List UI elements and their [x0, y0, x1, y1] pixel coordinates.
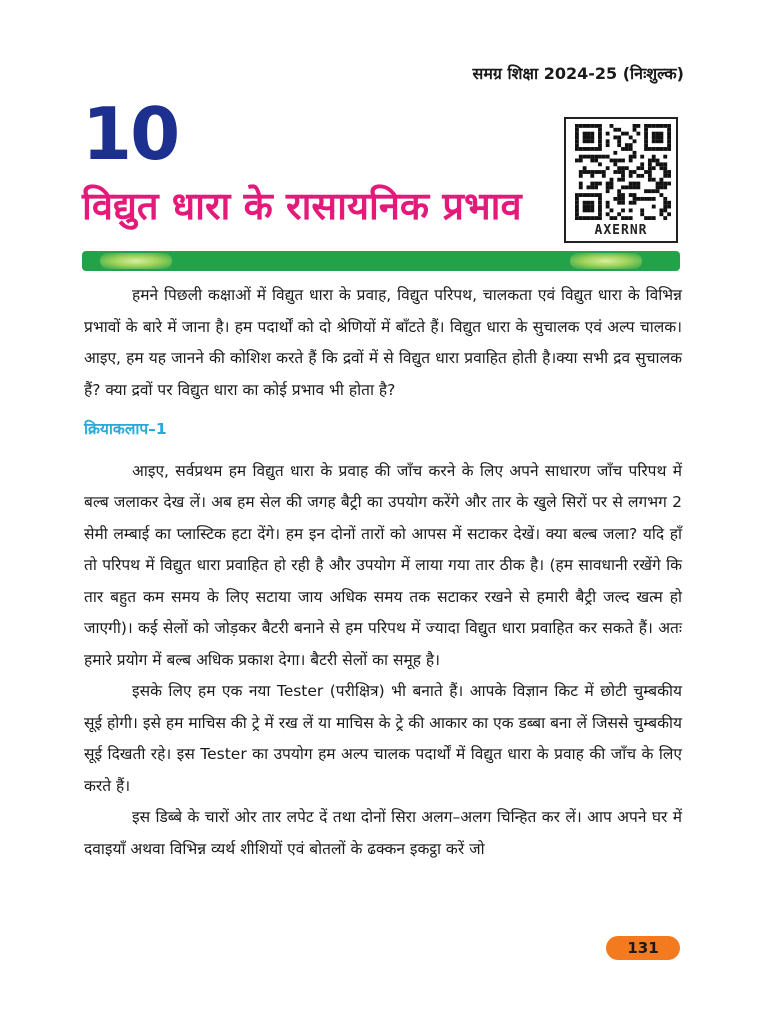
bar-highlight-left: [100, 253, 172, 269]
chapter-body: [84, 280, 682, 865]
intro-paragraph: हमने पिछली कक्षाओं में विद्युत धारा के प्रवाह, विद्युत परिपथ, चालकता एवं विद्युत धारा के विभिन्न प्रभावों के बारे में जाना है। हम पदार्थों को दो श्रेणियों में बाँटते हैं। विद्युत धारा के सुचालक एवं अल्प चालक। आइए, हम यह जानने की कोशिश करते हैं कि द्रवों में से विद्युत धारा प्रवाहित होती है।क्या सभी द्रव सुचालक हैं? क्या द्रवों पर विद्युत धारा का कोई प्रभाव भी होता है?: [84, 286, 682, 399]
chapter-title: विद्युत धारा के रासायनिक प्रभाव: [82, 184, 522, 228]
paragraph-1: आइए, सर्वप्रथम हम विद्युत धारा के प्रवाह की जाँच करने के लिए अपने साधारण जाँच परिपथ में बल्ब जलाकर देख लें। अब हम सेल की जगह बैट्री का उपयोग करेंगे और तार के खुले सिरों पर से लगभग 2 सेमी लम्बाई का प्लास्टिक हटा देंगे। हम इन दोनों तारों को आपस में सटाकर देखें। क्या बल्ब जला? यदि हाँ तो परिपथ में विद्युत धारा प्रवाहित हो रही है और उपयोग में लाया गया तार ठीक है। (हम सावधानी रखेंगे कि तार बहुत कम समय के लिए सटाया जाय अधिक समय तक सटाकर रखने से हमारी बैट्री जल्द खत्म हो जाएगी)। कई सेलों को जोड़कर बैटरी बनाने से हम परिपथ में ज्यादा विद्युत धारा प्रवाहित कर सकते हैं। अतः हमारे प्रयोग में बल्ब अधिक प्रकाश देगा। बैटरी सेलों का समूह है।: [84, 461, 682, 669]
chapter-divider-bar: [82, 251, 680, 271]
paragraph-2: इसके लिए हम एक नया Tester (परीक्षित्र) भी बनाते हैं। आपके विज्ञान किट में छोटी चुम्बकीय सूई होगी। इसे हम माचिस की ट्रे में रख लें या माचिस के ट्रे की आकार का एक डब्बा बना लें जिससे चुम्बकीय सूई दिखती रहे। इस Tester का उपयोग हम अल्प चालक पदार्थों में विद्युत धारा के प्रवाह की जाँच के लिए करते हैं।: [84, 682, 682, 795]
qr-code-label: AXERNR: [594, 223, 648, 238]
qr-code-box[interactable]: [564, 117, 678, 243]
series-label: समग्र शिक्षा 2024-25 (निःशुल्क): [472, 64, 684, 83]
qr-code-icon: [575, 124, 671, 220]
page-number-badge: 131: [606, 936, 680, 960]
bar-highlight-right: [570, 253, 642, 269]
activity-heading: क्रियाकलाप–1: [84, 420, 167, 438]
chapter-number: 10: [82, 92, 179, 176]
paragraph-3: इस डिब्बे के चारों ओर तार लपेट दें तथा दोनों सिरा अलग–अलग चिन्हित कर लें। आप अपने घर में दवाइयाँ अथवा विभिन्न व्यर्थ शीशियों एवं बोतलों के ढक्कन इकट्ठा करें जो: [84, 808, 682, 858]
